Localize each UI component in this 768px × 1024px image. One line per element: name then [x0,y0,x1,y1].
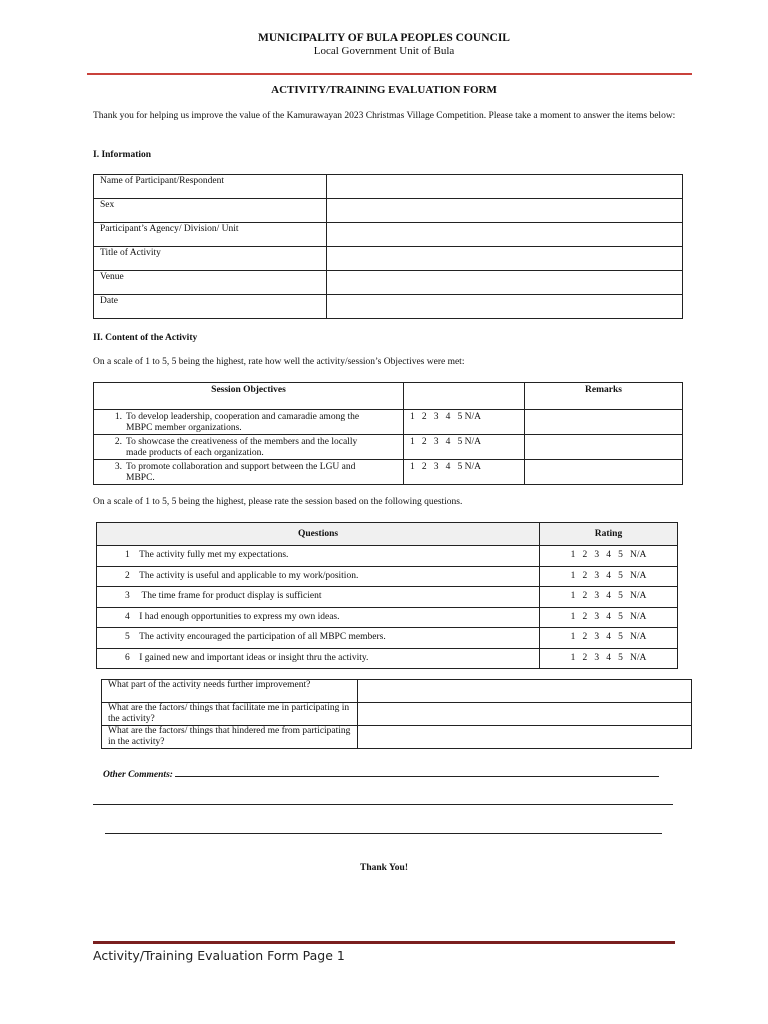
objective-scale[interactable]: 1 2 3 4 5 N/A [404,435,525,460]
info-answer-field[interactable] [327,175,683,199]
info-label: Venue [94,271,327,295]
question-row [97,607,678,628]
header-divider [87,73,692,75]
question-row [97,566,678,587]
question-rating[interactable]: 1 2 3 4 5 N/A [540,648,678,669]
remarks-header: Remarks [525,383,683,410]
question-text: 3 The time frame for product display is sufficient [97,587,540,608]
question-row [97,587,678,608]
comment-line[interactable] [105,833,662,834]
info-answer-field[interactable] [327,271,683,295]
question-text: 4 I had enough opportunities to express my own ideas. [97,607,540,628]
open-question-row [102,703,692,726]
objective-row [94,435,683,460]
info-row [94,175,683,199]
info-row [94,295,683,319]
other-comments-line[interactable] [175,767,659,777]
info-label: Title of Activity [94,247,327,271]
info-label: Date [94,295,327,319]
other-comments-label: Other Comments: [103,770,173,780]
open-answer-field[interactable] [358,703,692,726]
objectives-header: Session Objectives [94,383,404,410]
open-question-text: What are the factors/ things that hindered me from participating in the activity? [102,726,358,749]
intro-text: Thank you for helping us improve the value of the Kamurawayan 2023 Christmas Village Competition. Please take a moment to answer the items below: [93,111,676,121]
comment-line[interactable] [93,804,673,805]
objective-row [94,460,683,485]
open-answer-field[interactable] [358,726,692,749]
info-label: Sex [94,199,327,223]
section-information-title: I. Information [93,150,152,160]
open-question-text: What part of the activity needs further improvement? [102,680,358,703]
question-row [97,628,678,649]
objective-cell [94,410,404,435]
open-question-row [102,680,692,703]
open-question-text: What are the factors/ things that facilitate me in participating in the activity? [102,703,358,726]
objectives-scale-header [404,383,525,410]
info-label: Participant’s Agency/ Division/ Unit [94,223,327,247]
objective-number: 3. [114,462,122,472]
objective-text: To showcase the creativeness of the members and the locally made products of each organization. [126,437,358,458]
objectives-scale-instruction: On a scale of 1 to 5, 5 being the highest, rate how well the activity/session’s Objectives were met: [93,357,465,367]
questions-scale-instruction: On a scale of 1 to 5, 5 being the highest, please rate the session based on the following questions. [93,497,463,507]
objective-scale[interactable]: 1 2 3 4 5 N/A [404,460,525,485]
info-label: Name of Participant/Respondent [94,175,327,199]
information-table [93,174,683,319]
objective-scale[interactable]: 1 2 3 4 5 N/A [404,410,525,435]
organization-name: MUNICIPALITY OF BULA PEOPLES COUNCIL [258,32,510,44]
footer-divider [93,941,675,944]
info-row [94,223,683,247]
question-text: 2 The activity is useful and applicable to my work/position. [97,566,540,587]
objective-remarks-field[interactable] [525,460,683,485]
objective-cell [94,435,404,460]
open-questions-table [101,679,692,749]
rating-header: Rating [540,523,678,546]
objectives-table [93,382,683,485]
question-row [97,546,678,567]
objective-number: 2. [114,437,122,447]
info-answer-field[interactable] [327,295,683,319]
info-answer-field[interactable] [327,223,683,247]
form-title: ACTIVITY/TRAINING EVALUATION FORM [271,84,497,96]
info-row [94,247,683,271]
question-rating[interactable]: 1 2 3 4 5 N/A [540,546,678,567]
other-comments-row [103,767,659,780]
question-rating[interactable]: 1 2 3 4 5 N/A [540,607,678,628]
open-question-row [102,726,692,749]
question-row [97,648,678,669]
objective-number: 1. [114,412,122,422]
objective-text: To promote collaboration and support between the LGU and MBPC. [126,462,356,483]
questions-table [96,522,678,669]
info-row [94,271,683,295]
questions-header: Questions [97,523,540,546]
question-text: 1 The activity fully met my expectations. [97,546,540,567]
page-footer: Activity/Training Evaluation Form Page 1 [93,948,345,963]
question-rating[interactable]: 1 2 3 4 5 N/A [540,628,678,649]
objective-row [94,410,683,435]
objective-remarks-field[interactable] [525,435,683,460]
question-rating[interactable]: 1 2 3 4 5 N/A [540,587,678,608]
info-row [94,199,683,223]
section-content-title: II. Content of the Activity [93,333,198,343]
thank-you-text: Thank You! [360,863,408,873]
question-rating[interactable]: 1 2 3 4 5 N/A [540,566,678,587]
question-text: 6 I gained new and important ideas or insight thru the activity. [97,648,540,669]
info-answer-field[interactable] [327,247,683,271]
objective-text: To develop leadership, cooperation and camaradie among the MBPC member organizations. [126,412,360,433]
open-answer-field[interactable] [358,680,692,703]
objective-remarks-field[interactable] [525,410,683,435]
objective-cell [94,460,404,485]
question-text: 5 The activity encouraged the participation of all MBPC members. [97,628,540,649]
organization-subtitle: Local Government Unit of Bula [313,45,455,57]
info-answer-field[interactable] [327,199,683,223]
